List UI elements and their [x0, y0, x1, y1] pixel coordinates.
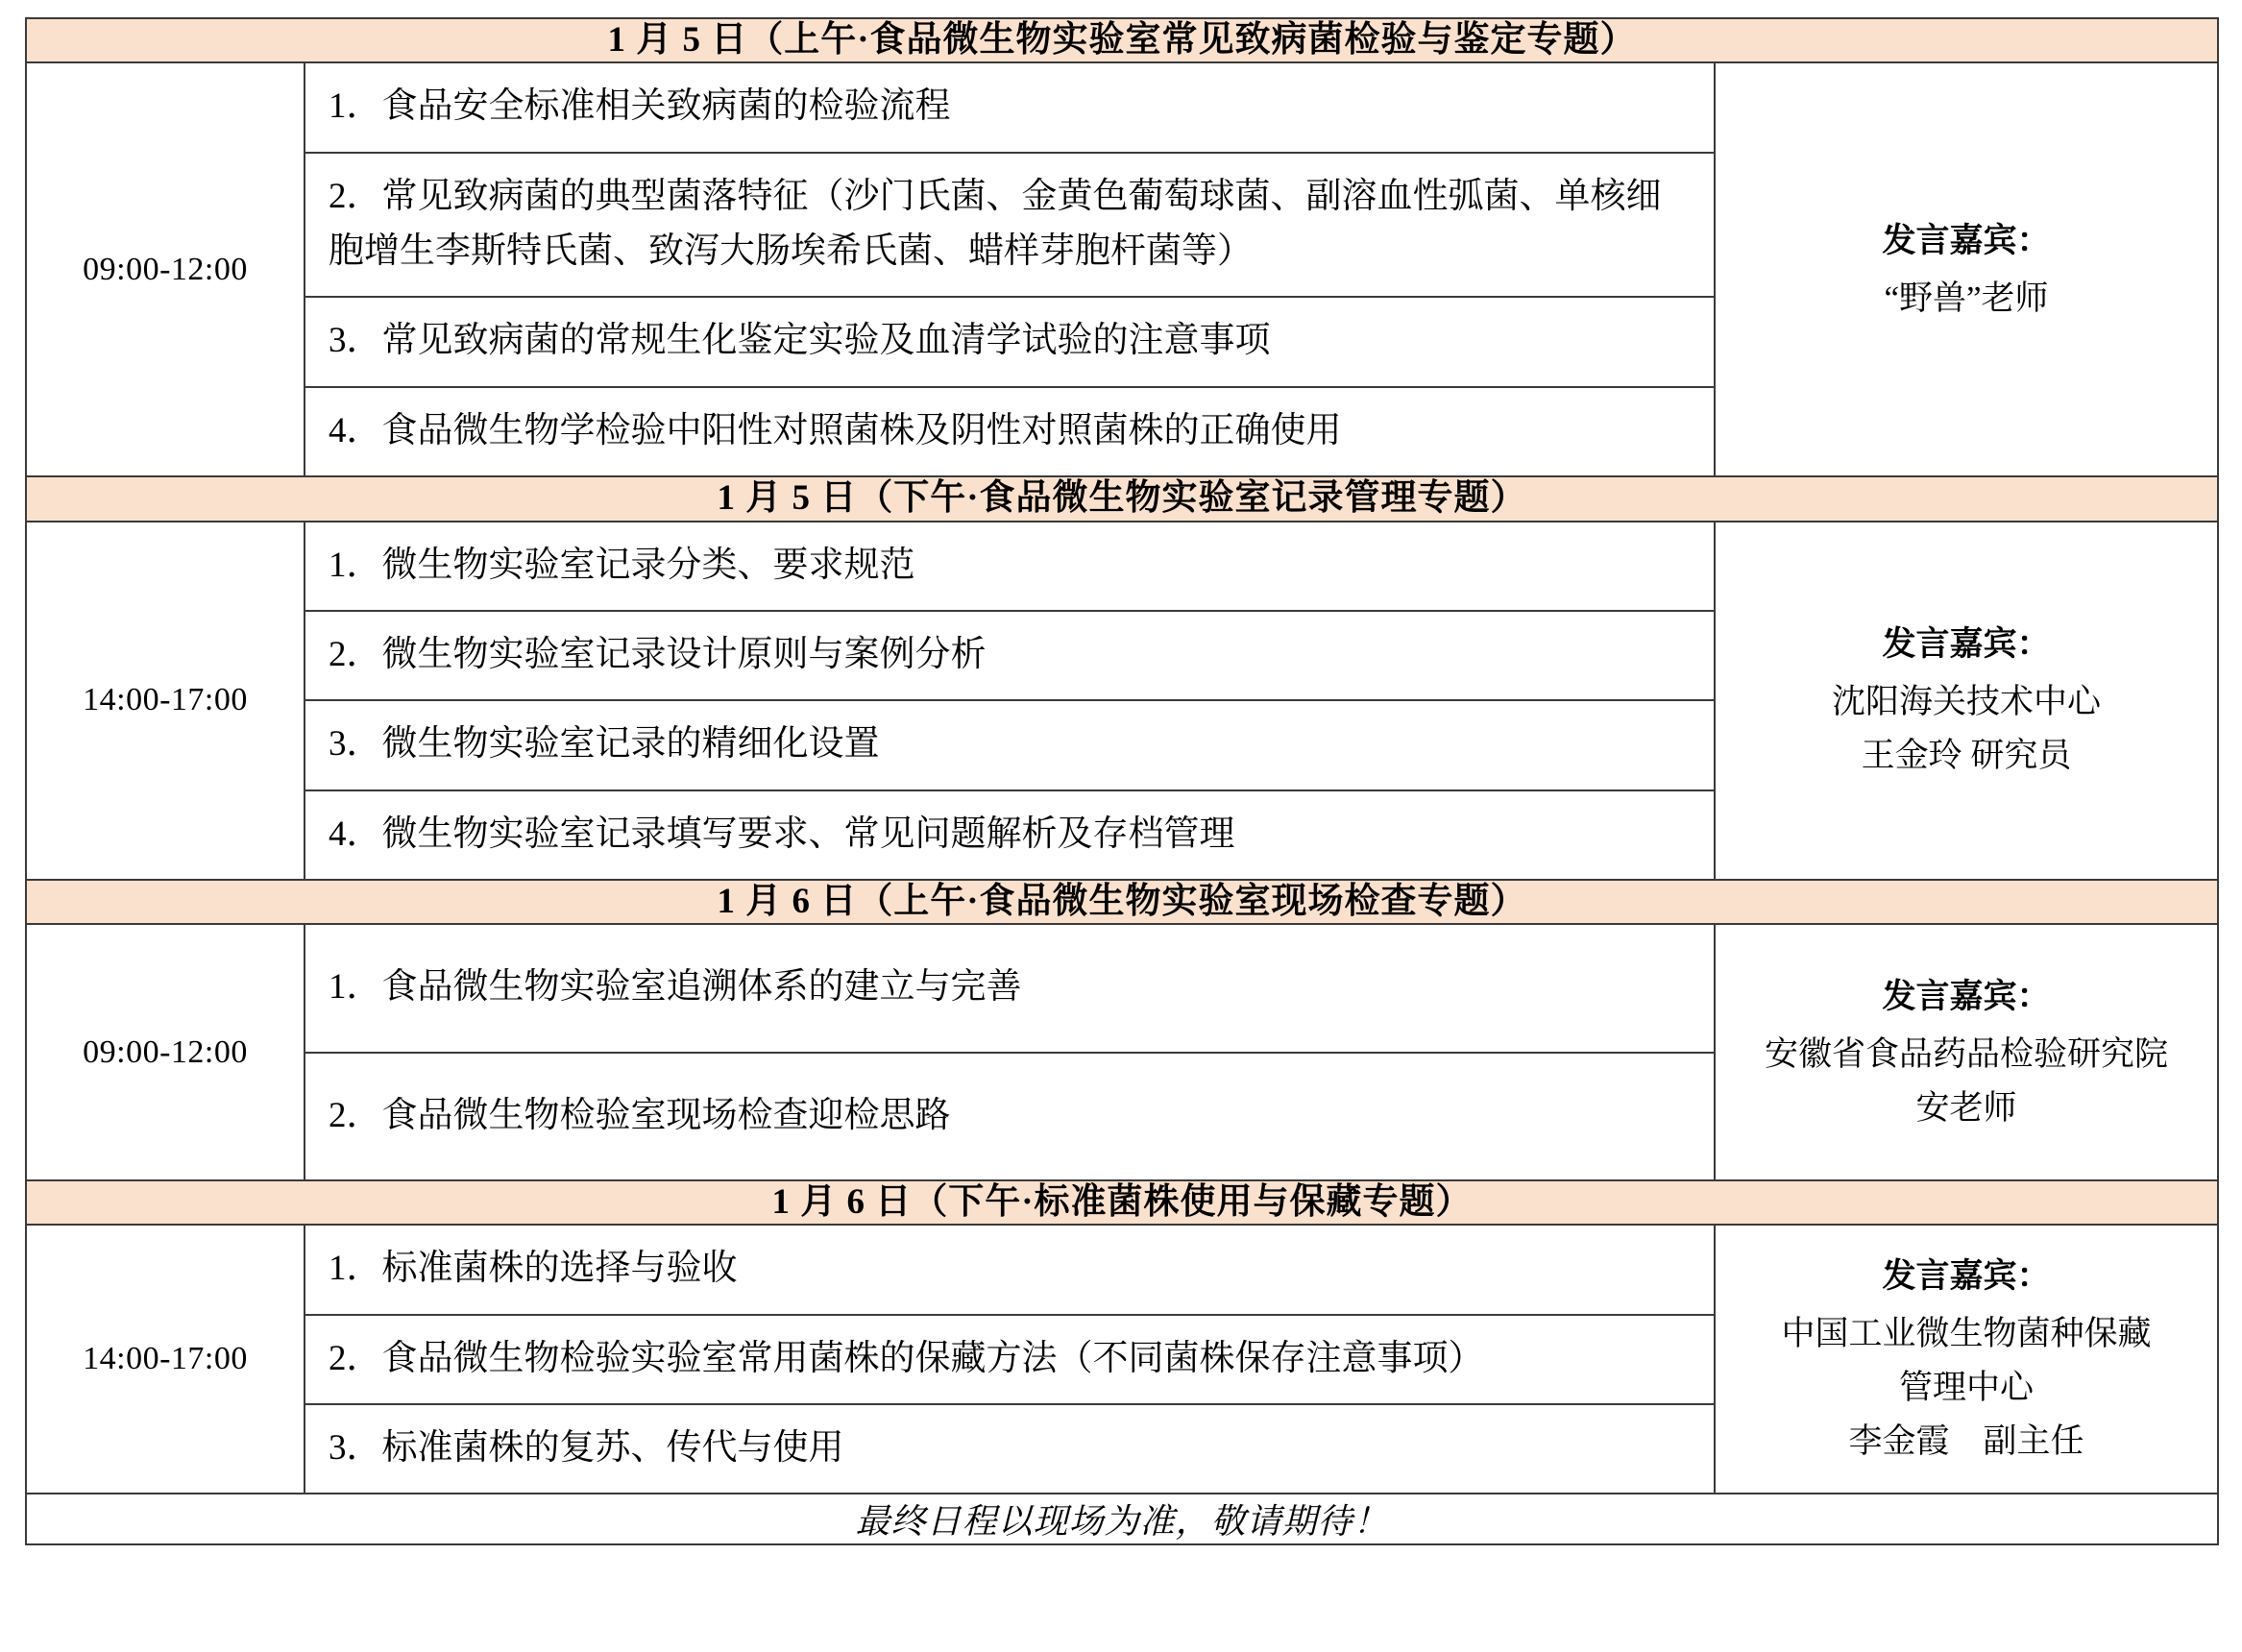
- topic-table: [305, 1226, 1714, 1493]
- guest-name: 李金霞 副主任: [1848, 1422, 2084, 1461]
- footer-row: [26, 1494, 2218, 1544]
- guest-affiliation: 中国工业微生物菌种保藏: [1781, 1315, 2152, 1353]
- guest-name: 王金玲 研究员: [1861, 737, 2072, 775]
- section-header: 1 月 6 日（下午·标准菌株使用与保藏专题）: [26, 1180, 2218, 1225]
- topic-table: [305, 522, 1714, 879]
- topic-item: 1．微生物实验室记录分类、要求规范: [305, 522, 1714, 611]
- section-body-row: [26, 522, 2218, 880]
- topic-item: 2．常见致病菌的典型菌落特征（沙门氏菌、金黄色葡萄球菌、副溶血性弧菌、单核细胞增生李斯特氏菌、致泻大肠埃希氏菌、蜡样芽胞杆菌等）: [305, 153, 1714, 298]
- time-slot: 14:00-17:00: [26, 1225, 305, 1494]
- topic-item: 3．标准菌株的复苏、传代与使用: [329, 1428, 844, 1469]
- guest-affiliation: 安徽省食品药品检验研究院: [1765, 1034, 2169, 1073]
- section-header-row: [26, 18, 2218, 62]
- section-body-row: [26, 924, 2218, 1180]
- section-header: 1 月 5 日（上午·食品微生物实验室常见致病菌检验与鉴定专题）: [26, 18, 2218, 62]
- topic-item: 2．微生物实验室记录设计原则与案例分析: [305, 611, 1714, 700]
- guest-info: [1715, 522, 2218, 880]
- topic-list: [305, 1225, 1715, 1494]
- guest-label: 发言嘉宾：: [1882, 625, 2051, 664]
- guest-label: 发言嘉宾：: [1882, 221, 2051, 259]
- section-header-row: [26, 1180, 2218, 1225]
- section-header: 1 月 6 日（上午·食品微生物实验室现场检查专题）: [26, 880, 2218, 924]
- guest-info: [1715, 1225, 2218, 1494]
- guest-label: 发言嘉宾：: [1882, 1257, 2051, 1296]
- guest-affiliation: 沈阳海关技术中心: [1832, 683, 2102, 721]
- time-slot: 09:00-12:00: [26, 924, 305, 1180]
- guest-label: 发言嘉宾：: [1882, 977, 2051, 1015]
- topic-item: 2．食品微生物检验室现场检查迎检思路: [329, 1095, 951, 1135]
- section-header-row: [26, 880, 2218, 924]
- topic-item: 3．常见致病菌的常规生化鉴定实验及血清学试验的注意事项: [305, 297, 1714, 386]
- time-slot: 09:00-12:00: [26, 62, 305, 476]
- section-body-row: [26, 1225, 2218, 1494]
- agenda-table: [25, 17, 2219, 1545]
- time-slot: 14:00-17:00: [26, 522, 305, 880]
- topic-list: [305, 62, 1715, 476]
- guest-affiliation-2: 管理中心: [1899, 1369, 2035, 1407]
- topic-item: 4．食品微生物学检验中阳性对照菌株及阴性对照菌株的正确使用: [329, 410, 1342, 450]
- guest-name: 安老师: [1915, 1088, 2017, 1127]
- guest-name: “野兽”老师: [1884, 279, 2049, 317]
- section-body-row: [26, 62, 2218, 476]
- topic-item: 3．微生物实验室记录的精细化设置: [305, 700, 1714, 790]
- topic-list: [305, 924, 1715, 1180]
- topic-item: 1．标准菌株的选择与验收: [305, 1226, 1714, 1314]
- topic-table: [305, 925, 1714, 1179]
- section-header: 1 月 5 日（下午·食品微生物实验室记录管理专题）: [26, 476, 2218, 521]
- topic-item: 2．食品微生物检验实验室常用菌株的保藏方法（不同菌株保存注意事项）: [305, 1315, 1714, 1404]
- topic-item: 1．食品微生物实验室追溯体系的建立与完善: [305, 925, 1714, 1052]
- topic-list: [305, 522, 1715, 880]
- guest-info: [1715, 62, 2218, 476]
- topic-item: 4．微生物实验室记录填写要求、常见问题解析及存档管理: [329, 814, 1235, 854]
- footer-note: 最终日程以现场为准，敬请期待！: [26, 1494, 2218, 1544]
- guest-info: [1715, 924, 2218, 1180]
- topic-item: 1．食品安全标准相关致病菌的检验流程: [305, 63, 1714, 152]
- topic-table: [305, 63, 1714, 475]
- section-header-row: [26, 476, 2218, 521]
